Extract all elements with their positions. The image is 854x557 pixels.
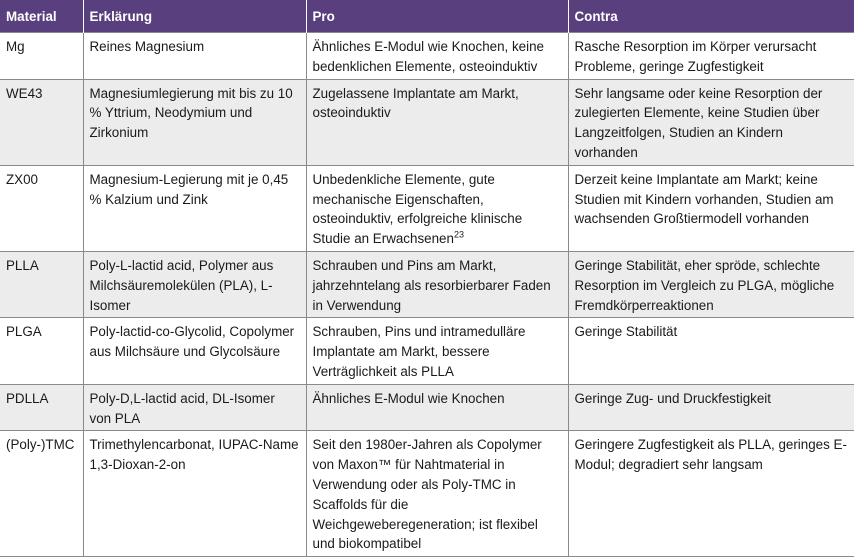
cell-erklaerung: Reines Magnesium	[83, 33, 306, 80]
header-erklaerung: Erklärung	[83, 0, 306, 33]
cell-erklaerung: Magnesium-Legierung mit je 0,45 % Kalzium und Zink	[83, 165, 306, 251]
cell-pro: Ähnliches E-Modul wie Knochen	[306, 384, 568, 431]
table-row	[0, 33, 854, 80]
cell-pro: Schrauben, Pins und intramedulläre Implantate am Markt, bessere Verträglichkeit als PLLA	[306, 318, 568, 384]
header-row	[0, 0, 854, 33]
table-row	[0, 318, 854, 384]
cell-material: Mg	[0, 33, 83, 80]
cell-contra: Geringe Stabilität, eher spröde, schlechte Resorption im Vergleich zu PLGA, mögliche Fremdkörperreaktionen	[568, 251, 854, 317]
cell-contra: Geringere Zugfestigkeit als PLLA, geringes E-Modul; degradiert sehr langsam	[568, 431, 854, 557]
cell-contra: Geringe Zug- und Druckfestigkeit	[568, 384, 854, 431]
cell-pro: Seit den 1980er-Jahren als Copolymer von Maxon™ für Nahtmaterial in Verwendung oder als Poly-TMC in Scaffolds für die Weichgeweberegeneration; ist flexibel und biokompatibel	[306, 431, 568, 557]
cell-material: PLGA	[0, 318, 83, 384]
cell-material: WE43	[0, 79, 83, 165]
cell-material: PLLA	[0, 251, 83, 317]
table-row	[0, 79, 854, 165]
table-row	[0, 251, 854, 317]
header-contra: Contra	[568, 0, 854, 33]
cell-erklaerung: Poly-lactid-co-Glycolid, Copolymer aus Milchsäure und Glycolsäure	[83, 318, 306, 384]
cell-contra: Geringe Stabilität	[568, 318, 854, 384]
header-material: Material	[0, 0, 83, 33]
cell-pro: Schrauben und Pins am Markt, jahrzehntelang als resorbierbarer Faden in Verwendung	[306, 251, 568, 317]
cell-erklaerung: Trimethylencarbonat, IUPAC-Name 1,3-Dioxan-2-on	[83, 431, 306, 557]
cell-pro	[306, 165, 568, 251]
cell-erklaerung: Magnesiumlegierung mit bis zu 10 % Yttrium, Neodymium und Zirkonium	[83, 79, 306, 165]
table-row	[0, 165, 854, 251]
cell-material: (Poly-)TMC	[0, 431, 83, 557]
cell-pro: Ähnliches E-Modul wie Knochen, keine bedenklichen Elemente, osteoinduktiv	[306, 33, 568, 80]
cell-pro-text: Unbedenkliche Elemente, gute mechanische Eigenschaften, osteoinduktiv, erfolgreiche klinische Studie an Erwachsenen	[312, 171, 523, 247]
cell-material: PDLLA	[0, 384, 83, 431]
table-header	[0, 0, 854, 33]
table-body	[0, 33, 854, 557]
cell-erklaerung: Poly-L-lactid acid, Polymer aus Milchsäuremolekülen (PLA), L-Isomer	[83, 251, 306, 317]
table-row	[0, 431, 854, 557]
cell-material: ZX00	[0, 165, 83, 251]
cell-pro: Zugelassene Implantate am Markt, osteoinduktiv	[306, 79, 568, 165]
cell-contra: Rasche Resorption im Körper verursacht Probleme, geringe Zugfestigkeit	[568, 33, 854, 80]
cell-contra: Derzeit keine Implantate am Markt; keine Studien mit Kindern vorhanden, Studien am wachsenden Großtiermodell vorhanden	[568, 165, 854, 251]
header-pro: Pro	[306, 0, 568, 33]
cell-erklaerung: Poly-D,L-lactid acid, DL-Isomer von PLA	[83, 384, 306, 431]
footnote-ref: 23	[453, 229, 464, 240]
table-row	[0, 384, 854, 431]
cell-contra: Sehr langsame oder keine Resorption der zulegierten Elemente, keine Studien über Langzeitfolgen, Studien an Kindern vorhanden	[568, 79, 854, 165]
